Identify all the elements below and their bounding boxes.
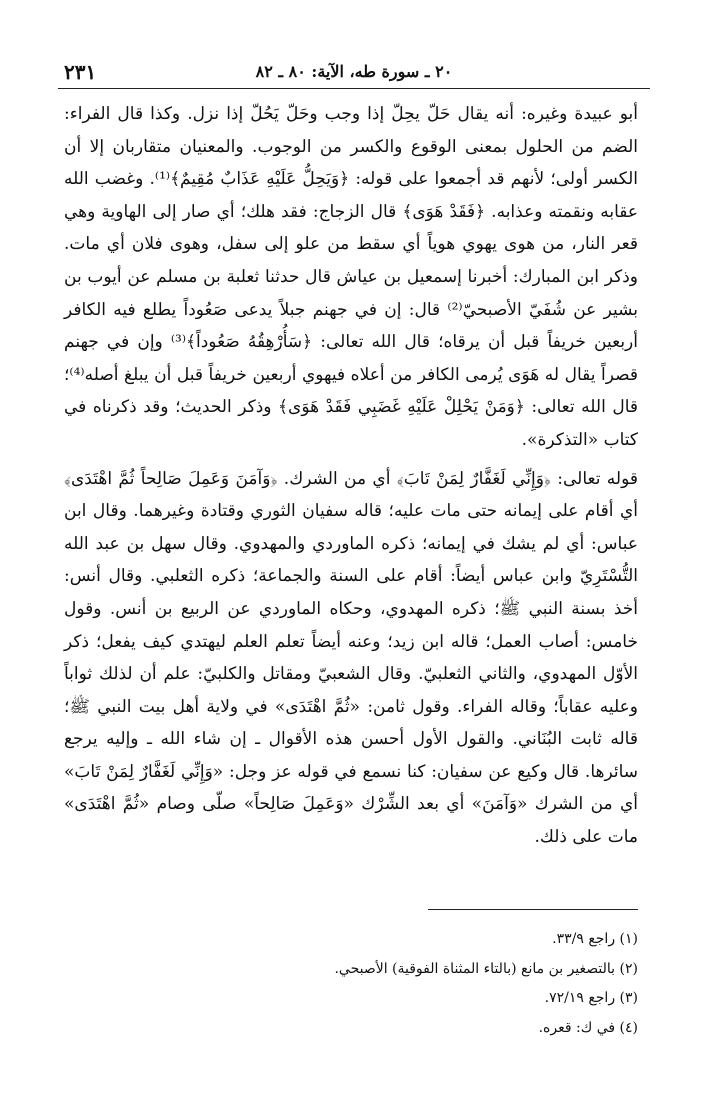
main-text [64,98,638,854]
running-title: ٢٠ ـ سورة طه، الآية: ٨٠ ـ ٨٢ [255,62,453,81]
footnote: (٤) في ك: قعره. [538,1019,638,1036]
paragraph: قوله تعالى: ﴿وَإِنِّي لَغَفَّارٌ لِمَنْ تَابَ﴾ أي من الشرك. ﴿وَآمَنَ وَعَمِلَ صَالِحاً ثُمَّ اهْتَدَى﴾ أي أقام على إيمانه حتى مات عليه؛ قاله سفيان الثوري وقتادة وغيرهما. وقال ابن عباس: أي لم يشك في إيمانه؛ ذكره الماوردي والمهدوي. وقال سهل بن عبد الله التُّسْتَرِيّ وابن عباس أيضاً: أقام على السنة والجماعة؛ ذكره الثعلبي. وقال أنس: أخذ بسنة النبي ﷺ؛ ذكره المهدوي، وحكاه الماوردي عن الربيع بن أنس. وقول خامس: أصاب العمل؛ قاله ابن زيد؛ وعنه أيضاً تعلم العلم ليهتدي كيف يفعل؛ ذكر الأوّل المهدوي، والثاني الثعلبيّ. وقال الشعبيّ ومقاتل والكلبيّ: علم أن لذلك ثواباً وعليه عقاباً؛ وقاله الفراء. وقول ثامن: «ثُمَّ اهْتَدَى» في ولاية أهل بيت النبي ﷺ؛ قاله ثابت البُنَاني. والقول الأول أحسن هذه الأقوال ـ إن شاء الله ـ وإليه يرجع سائرها. قال وكيع عن سفيان: كنا نسمع في قوله عز وجل: «وَإِنِّي لَغَفَّارٌ لِمَنْ تَابَ» أي من الشرك «وَآمَنَ» أي بعد الشِّرْك «وَعَمِلَ صَالِحاً» صلّى وصام «ثُمَّ اهْتَدَى» مات على ذلك. [64,468,638,848]
page-number: ٢٣١ [64,60,97,84]
footnotes-list [64,925,638,1043]
footnote: (١) راجع ٣٣/٩. [552,931,638,947]
footnote: (٢) بالتصغير بن مانع (بالتاء المثناة الفوقية) الأصبحي. [334,960,638,977]
paragraph: أبو عبيدة وغيره: أنه يقال حَلّ يحِلّ إذا وجب وحَلّ يَحُلّ إذا نزل. وكذا قال الفراء: الضم من الحلول بمعنى الوقوع والكسر من الوجوب. والمعنيان متقاربان إلا أن الكسر أولى؛ لأنهم قد أجمعوا على قوله: ﴿وَيَحِلُّ عَلَيْهِ عَذَابٌ مُقِيمٌ﴾⁽¹⁾. وغضب الله عقابه ونقمته وعذابه. ﴿فَقَدْ هَوَى﴾ قال الزجاج: فقد هلك؛ أي صار إلى الهاوية وهي قعر النار، من هوى يهوي هوياً أي سقط من علو إلى سفل، وهوى فلان أي مات. وذكر ابن المبارك: أخبرنا إسمعيل بن عياش قال حدثنا ثعلبة بن مسلم عن أيوب بن بشير عن شُفَيّ الأصبحيّ⁽²⁾ قال: إن في جهنم جبلاً يدعى صَعُوداً يطلع فيه الكافر أربعين خريفاً قبل أن يرقاه؛ قال الله تعالى: ﴿سَأُرْهِقُهُ صَعُوداً﴾⁽³⁾ وإن في جهنم قصراً يقال له هَوَى يُرمى الكافر من أعلاه فيهوي أربعين خريفاً قبل أن يبلغ أصله⁽⁴⁾؛ قال الله تعالى: ﴿وَمَنْ يَحْلِلْ عَلَيْهِ غَضَبِي فَقَدْ هَوَى﴾ وذكر الحديث؛ وقد ذكرناه في كتاب «التذكرة». [64,104,638,450]
footnote: (٣) راجع ٧٢/١٩. [544,990,638,1006]
footnote-divider [428,909,638,910]
page-header [58,58,650,89]
